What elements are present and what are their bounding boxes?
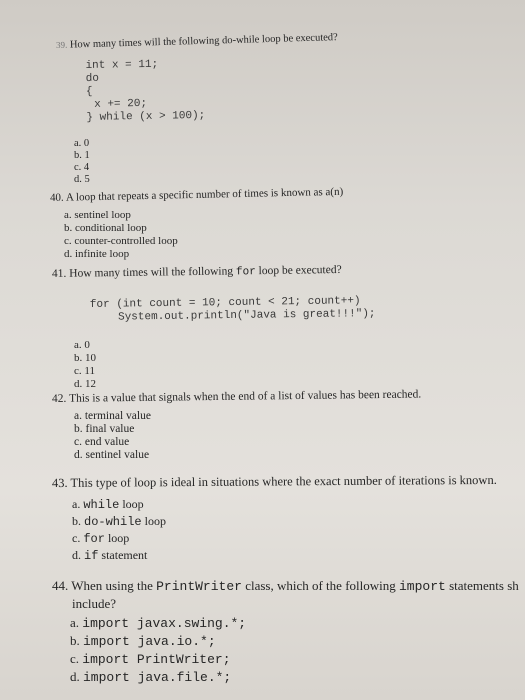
question-text-code: for (235, 266, 256, 279)
question-39-options (74, 138, 90, 186)
option: c. for loop (72, 531, 130, 546)
option: b. final value (74, 423, 135, 435)
option: a. while loop (72, 497, 144, 512)
option: a. 0 (74, 138, 90, 149)
option: d. sentinel value (74, 449, 150, 461)
code-line: int x = 11; (85, 58, 159, 73)
question-text: How many times will the following do-while loop be executed? (69, 32, 338, 51)
question-41-options (74, 339, 96, 391)
option: b. conditional loop (64, 222, 147, 234)
option: a. terminal value (74, 410, 151, 422)
option: d. 5 (74, 174, 90, 185)
option: b. do-while loop (72, 514, 166, 529)
question-44-text: 44. When using the PrintWriter class, which of the following import statements sh include? (52, 578, 519, 611)
option: c. counter-controlled loop (64, 235, 178, 247)
code-line: x += 20; (94, 97, 148, 111)
question-42-text: 42. This is a value that signals when the end of a list of values has been reached. (51, 388, 422, 405)
question-40-options (64, 209, 178, 261)
question-text-part: 41. How many times will the following (51, 265, 237, 280)
option: c. 4 (74, 162, 90, 173)
question-42-options (74, 410, 151, 462)
question-43-text: 43. This type of loop is ideal in situations where the exact number of iterations is known. (51, 472, 497, 490)
option: c. 11 (74, 365, 95, 377)
option: d. 12 (74, 378, 96, 390)
question-40-text: 40. A loop that repeats a specific number of times is known as a(n) (49, 185, 344, 204)
code-line: for (int count = 10; count < 21; count++) (89, 295, 361, 312)
question-text-part: loop be executed? (255, 263, 342, 278)
option: b. import java.io.*; (70, 633, 216, 649)
code-line: System.out.println("Java is great!!!"); (117, 308, 376, 324)
question-39-code (85, 58, 205, 125)
option: c. import PrintWriter; (70, 651, 231, 667)
option: d. import java.file.*; (70, 669, 232, 685)
code-line: do (85, 72, 100, 86)
code-line: { (85, 85, 93, 98)
option: a. 0 (74, 339, 90, 351)
option: b. 10 (74, 352, 96, 364)
option: c. end value (74, 436, 130, 448)
option: a. sentinel loop (64, 209, 131, 221)
option: b. 1 (74, 150, 90, 161)
option: a. import javax.swing.*; (70, 615, 247, 631)
question-41-text (52, 264, 342, 281)
question-44-options (70, 614, 246, 686)
option: d. if statement (72, 548, 148, 563)
option: d. infinite loop (64, 248, 130, 260)
question-39-text (56, 32, 338, 51)
question-number: 39. (55, 39, 68, 50)
question-41-code (90, 295, 376, 325)
code-line: } while (x > 100); (86, 109, 206, 124)
question-43-options (72, 496, 166, 564)
